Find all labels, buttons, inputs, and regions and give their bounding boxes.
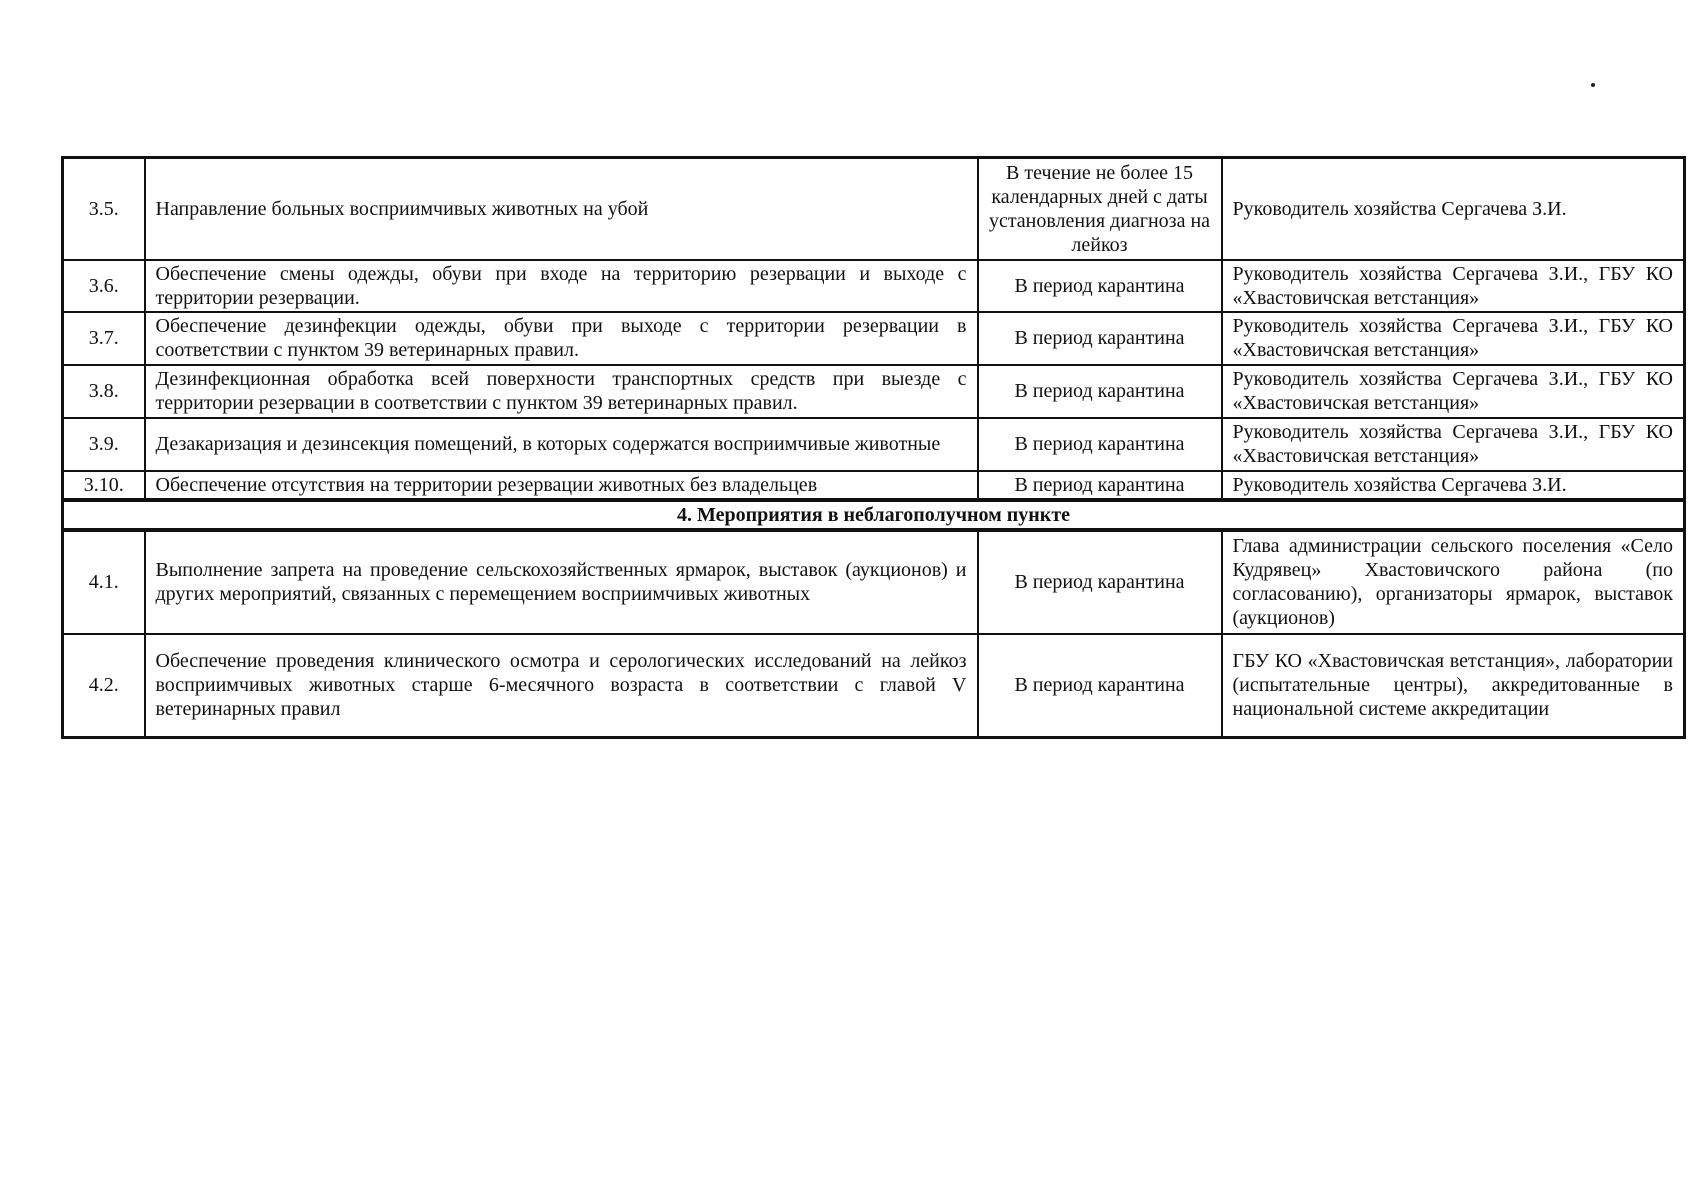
responsible-text: ГБУ КО «Хвастовичская ветстанция», лаборатории (испытательные центры), аккредитованные в национальной системе аккредитации <box>1222 634 1685 738</box>
period-text: В период карантина <box>978 260 1222 312</box>
table-row <box>63 365 1685 418</box>
table-row <box>63 312 1685 365</box>
period-text: В период карантина <box>978 418 1222 471</box>
row-number: 4.2. <box>63 634 145 738</box>
period-text: В период карантина <box>978 312 1222 365</box>
responsible-text: Руководитель хозяйства Сергачева З.И., ГБУ КО «Хвастовичская ветстанция» <box>1222 260 1685 312</box>
row-number: 3.9. <box>63 418 145 471</box>
row-number: 3.8. <box>63 365 145 418</box>
responsible-text: Руководитель хозяйства Сергачева З.И., ГБУ КО «Хвастовичская ветстанция» <box>1222 418 1685 471</box>
row-number: 3.6. <box>63 260 145 312</box>
table-row <box>63 158 1685 260</box>
row-number: 3.10. <box>63 471 145 500</box>
measures-table <box>61 156 1686 739</box>
measure-text: Дезинфекционная обработка всей поверхности транспортных средств при выезде с территории резервации в соответствии с пунктом 39 ветеринарных правил. <box>145 365 978 418</box>
measure-text: Дезакаризация и дезинсекция помещений, в которых содержатся восприимчивые животные <box>145 418 978 471</box>
section-title: 4. Мероприятия в неблагополучном пункте <box>63 500 1685 530</box>
period-text: В течение не более 15 календарных дней с даты установления диагноза на лейкоз <box>978 158 1222 260</box>
period-text: В период карантина <box>978 530 1222 634</box>
row-number: 3.5. <box>63 158 145 260</box>
period-text: В период карантина <box>978 471 1222 500</box>
row-number: 4.1. <box>63 530 145 634</box>
table-row <box>63 418 1685 471</box>
period-text: В период карантина <box>978 634 1222 738</box>
measure-text: Обеспечение смены одежды, обуви при входе на территорию резервации и выходе с территории резервации. <box>145 260 978 312</box>
responsible-text: Руководитель хозяйства Сергачева З.И., ГБУ КО «Хвастовичская ветстанция» <box>1222 365 1685 418</box>
responsible-text: Руководитель хозяйства Сергачева З.И. <box>1222 158 1685 260</box>
measure-text: Обеспечение дезинфекции одежды, обуви при выходе с территории резервации в соответствии с пунктом 39 ветеринарных правил. <box>145 312 978 365</box>
section-header-row <box>63 500 1685 530</box>
table-row <box>63 260 1685 312</box>
responsible-text: Руководитель хозяйства Сергачева З.И., ГБУ КО «Хвастовичская ветстанция» <box>1222 312 1685 365</box>
stray-mark <box>1591 83 1595 87</box>
measure-text: Обеспечение отсутствия на территории резервации животных без владельцев <box>145 471 978 500</box>
table-row <box>63 471 1685 500</box>
table-row <box>63 530 1685 634</box>
responsible-text: Глава администрации сельского поселения «Село Кудрявец» Хвастовичского района (по согласованию), организаторы ярмарок, выставок (аукционов) <box>1222 530 1685 634</box>
responsible-text: Руководитель хозяйства Сергачева З.И. <box>1222 471 1685 500</box>
table-row <box>63 634 1685 738</box>
measure-text: Обеспечение проведения клинического осмотра и серологических исследований на лейкоз восприимчивых животных старше 6-месячного возраста в соответствии с главой V ветеринарных правил <box>145 634 978 738</box>
row-number: 3.7. <box>63 312 145 365</box>
period-text: В период карантина <box>978 365 1222 418</box>
measure-text: Направление больных восприимчивых животных на убой <box>145 158 978 260</box>
measure-text: Выполнение запрета на проведение сельскохозяйственных ярмарок, выставок (аукционов) и других мероприятий, связанных с перемещением восприимчивых животных <box>145 530 978 634</box>
